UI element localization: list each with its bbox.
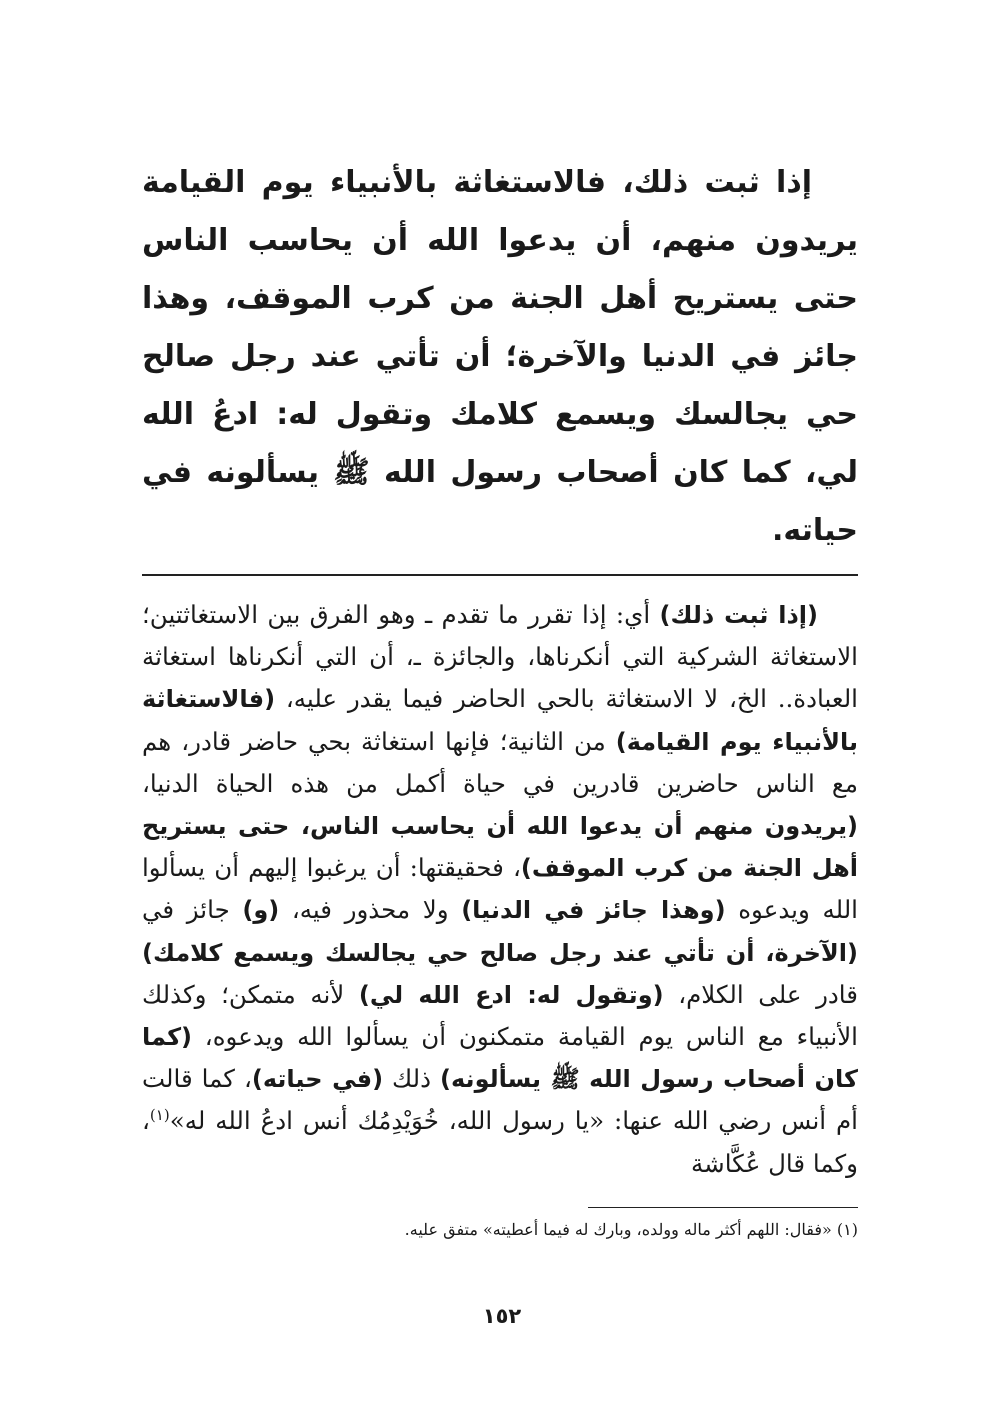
commentary-segment: من الثانية؛ فإنها استغاثة بحي حاضر قادر، هم مع الناس حاضرين قادرين في حياة أكمل من هذه الحياة الدنيا، — [142, 726, 858, 798]
commentary-segment: ، فحقيقتها: أن يرغبوا إليهم أن يسألوا الله ويدعوه — [142, 853, 858, 925]
commentary-segment: ، وكما قال عُكَّاشة — [142, 1106, 858, 1178]
commentary-segment: أي: إذا تقرر ما تقدم ـ وهو الفرق بين الاستغاثتين؛ الاستغاثة الشركية التي أنكرناها، والجائزة ـ، أن التي أنكرناها استغاثة العبادة.. الخ، لا الاستغاثة بالحي الحاضر فيما يقدر عليه، — [142, 600, 858, 714]
commentary-segment: ، كما قالت أم أنس رضي الله عنها: «يا رسول الله، خُوَيْدِمُك أنس ادعُ الله له» — [142, 1064, 858, 1136]
commentary-bold-segment: (إذا ثبت ذلك) — [659, 601, 819, 629]
page-number: ١٥٢ — [482, 1304, 522, 1328]
commentary-segment: ولا محذور فيه، — [279, 895, 462, 925]
commentary-segment: قادر على الكلام، — [663, 979, 858, 1009]
commentary-bold-segment: (كما كان أصحاب رسول الله ﷺ يسألونه) — [142, 1023, 858, 1094]
commentary-bold-segment: (و) — [242, 896, 280, 925]
commentary-bold-segment: (الآخرة، أن تأتي عند رجل صالح حي يجالسك ويسمع كلامك) — [142, 938, 858, 967]
page-content — [142, 150, 858, 1242]
commentary-bold-segment: (وتقول له: ادع الله لي) — [358, 980, 664, 1009]
footnote: (١) «فقال: اللهم أكثر ماله وولده، وبارك له فيما أعطيته» متفق عليه. — [404, 1219, 858, 1239]
commentary-segment: جائز في — [142, 895, 243, 925]
footnote-separator — [588, 1207, 858, 1208]
commentary-bold-segment: (فالاستغاثة بالأنبياء يوم القيامة) — [142, 685, 859, 756]
commentary-text — [142, 594, 858, 1185]
main-text-body: إذا ثبت ذلك، فالاستغاثة بالأنبياء يوم القيامة يريدون منهم، أن يدعوا الله أن يحاسب الناس حتى يستريح أهل الجنة من كرب الموقف، وهذا جائز في الدنيا والآخرة؛ أن تأتي عند رجل صالح حي يجالسك ويسمع كلامك وتقول له: ادعُ الله لي، كما كان أصحاب رسول الله ﷺ يسألونه في حياته. — [142, 165, 858, 548]
commentary-bold-segment: (يريدون منهم أن يدعوا الله أن يحاسب الناس، حتى يستريح أهل الجنة من كرب الموقف) — [142, 812, 859, 883]
footnote-reference[interactable]: (١) — [149, 1106, 170, 1125]
commentary-bold-segment: (وهذا جائز في الدنيا) — [461, 896, 726, 925]
main-text — [142, 150, 858, 560]
commentary-segment: ذلك — [383, 1064, 441, 1094]
commentary-bold-segment: (في حياته) — [251, 1065, 384, 1094]
separator-rule — [142, 574, 858, 576]
commentary-segment: لأنه متمكن؛ وكذلك الأنبياء مع الناس يوم القيامة متمكنون أن يسألوا الله ويدعوه، — [142, 979, 858, 1052]
